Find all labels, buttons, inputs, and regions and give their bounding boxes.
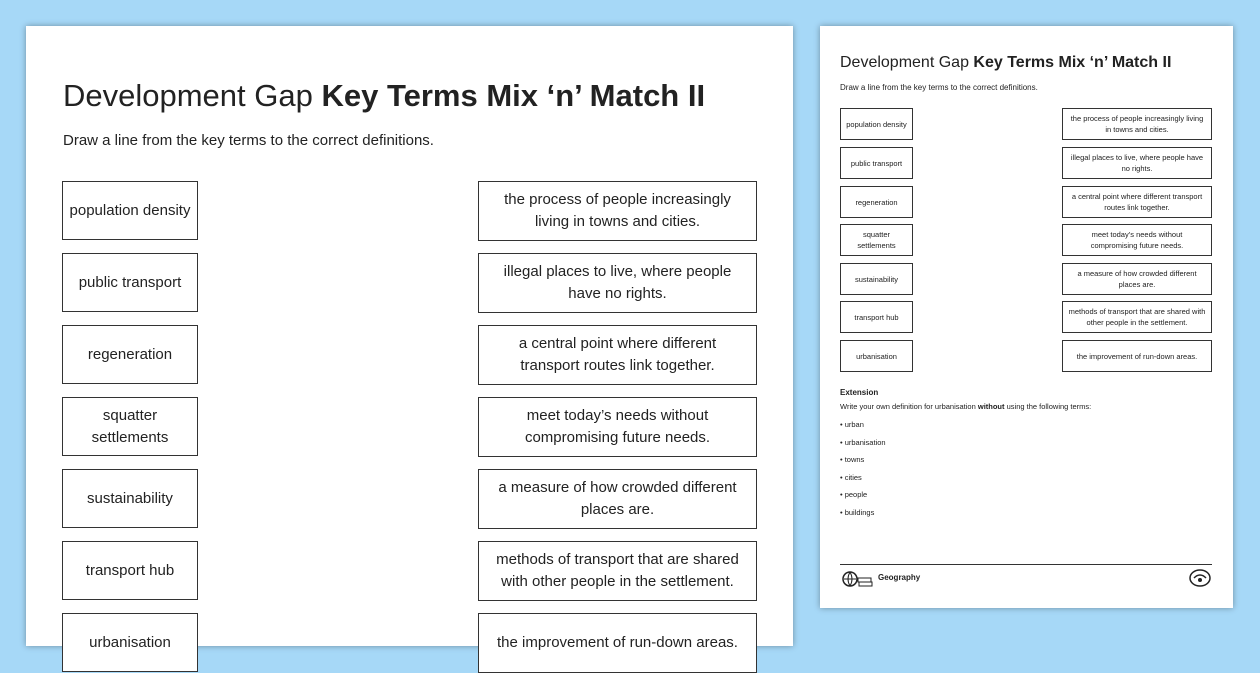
thumbnail-definition-box: a central point where different transport routes link together. — [1062, 186, 1212, 218]
thumbnail-definition-box: meet today’s needs without compromising future needs. — [1062, 224, 1212, 256]
twinkl-badge-icon — [1189, 567, 1211, 589]
list-item: • people — [840, 490, 868, 500]
term-box[interactable]: urbanisation — [62, 613, 198, 672]
term-box[interactable]: population density — [62, 181, 198, 240]
list-item: • buildings — [840, 507, 875, 517]
term-box[interactable]: regeneration — [62, 325, 198, 384]
thumbnail-term-box: squatter settlements — [840, 224, 913, 256]
globe-books-icon — [840, 569, 874, 589]
definition-box[interactable]: a central point where different transport routes link together. — [478, 325, 757, 385]
extension-heading: Extension — [840, 388, 879, 397]
list-item: • cities — [840, 472, 862, 482]
thumbnail-instruction: Draw a line from the key terms to the correct definitions. — [840, 83, 1038, 92]
worksheet-page-large — [26, 26, 793, 651]
thumbnail-term-box: public transport — [840, 147, 913, 179]
thumbnail-definition-box: the improvement of run-down areas. — [1062, 340, 1212, 372]
extension-text: Write your own definition for urbanisation without using the following terms: — [840, 402, 1092, 411]
thumbnail-definition-box: a measure of how crowded different places are. — [1062, 263, 1212, 295]
footer-divider — [840, 564, 1212, 565]
thumbnail-term-box: population density — [840, 108, 913, 140]
worksheet-page-thumbnail — [820, 26, 1233, 608]
thumbnail-title: Development Gap Key Terms Mix ‘n’ Match II — [840, 54, 1172, 71]
definition-box[interactable]: illegal places to live, where people have no rights. — [478, 253, 757, 313]
thumbnail-definition-box: illegal places to live, where people have no rights. — [1062, 147, 1212, 179]
definition-box[interactable]: meet today’s needs without compromising future needs. — [478, 397, 757, 457]
instruction-text: Draw a line from the key terms to the correct definitions. — [63, 132, 434, 149]
list-item: • urban — [840, 420, 864, 429]
thumbnail-definition-box: methods of transport that are shared with other people in the settlement. — [1062, 301, 1212, 333]
thumbnail-term-box: sustainability — [840, 263, 913, 295]
definition-box[interactable]: the process of people increasingly living in towns and cities. — [478, 181, 757, 241]
definition-box[interactable]: the improvement of run-down areas. — [478, 613, 757, 673]
footer-subject: Geography — [878, 573, 921, 582]
list-item: • urbanisation — [840, 437, 886, 447]
thumbnail-term-box: regeneration — [840, 186, 913, 218]
page-title: Development Gap Key Terms Mix ‘n’ Match II — [63, 78, 706, 113]
term-box[interactable]: public transport — [62, 253, 198, 312]
thumbnail-term-box: urbanisation — [840, 340, 913, 372]
term-box[interactable]: squatter settlements — [62, 397, 198, 456]
extension-term-list — [840, 416, 886, 522]
term-box[interactable]: transport hub — [62, 541, 198, 600]
thumbnail-term-box: transport hub — [840, 301, 913, 333]
thumbnail-definition-box: the process of people increasingly living in towns and cities. — [1062, 108, 1212, 140]
term-box[interactable]: sustainability — [62, 469, 198, 528]
definition-box[interactable]: a measure of how crowded different places are. — [478, 469, 757, 529]
definition-box[interactable]: methods of transport that are shared with other people in the settlement. — [478, 541, 757, 601]
list-item: • towns — [840, 455, 865, 465]
